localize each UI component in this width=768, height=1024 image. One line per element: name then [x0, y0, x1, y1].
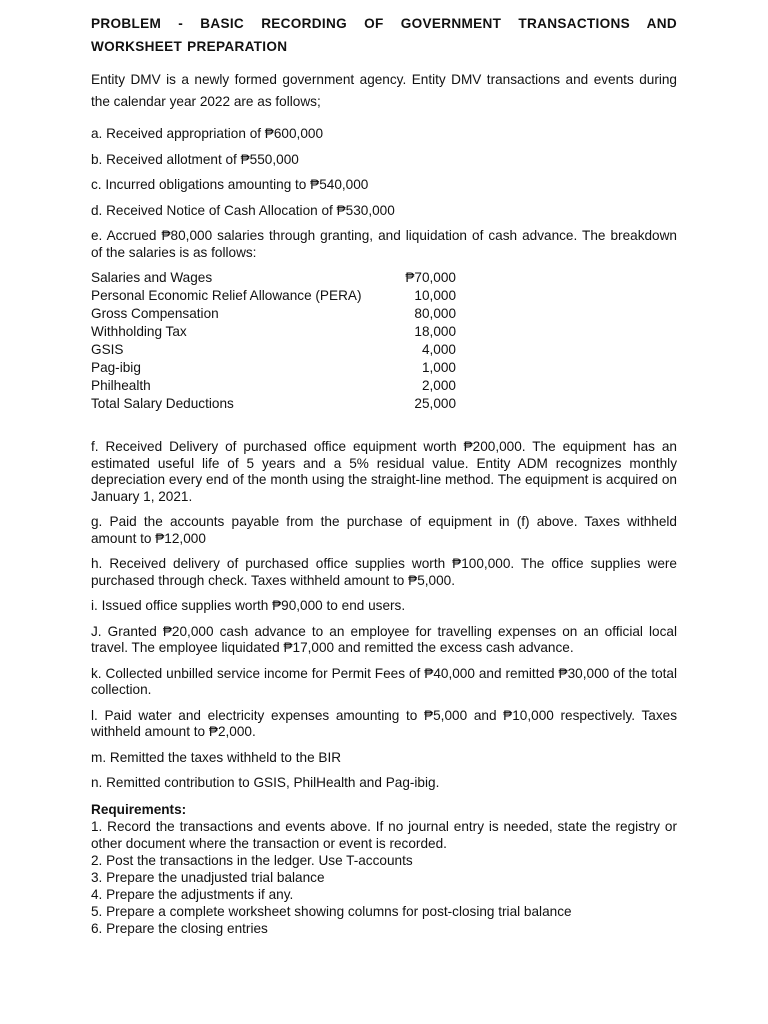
salary-label: Total Salary Deductions — [91, 396, 234, 411]
salary-breakdown-table — [91, 269, 456, 413]
table-row — [91, 341, 456, 359]
item-d: d. Received Notice of Cash Allocation of ₱530,000 — [91, 202, 395, 218]
salary-amount: 4,000 — [421, 342, 456, 357]
salary-label: GSIS — [91, 342, 124, 357]
salary-amount: 25,000 — [414, 396, 456, 411]
salary-label: Salaries and Wages — [91, 270, 213, 285]
item-n: n. Remitted contribution to GSIS, PhilHealth and Pag-ibig. — [91, 775, 440, 790]
item-g: g. Paid the accounts payable from the purchase of equipment in (f) above. Taxes withheld amount to ₱12,000 — [91, 514, 677, 546]
salary-amount: 1,000 — [421, 360, 456, 375]
requirement-item: 4. Prepare the adjustments if any. — [91, 886, 294, 902]
item-h: h. Received delivery of purchased office supplies worth ₱100,000. The office supplies were purchased through check. Taxes withheld amount to ₱5,000. — [91, 556, 677, 588]
item-f: f. Received Delivery of purchased office equipment worth ₱200,000. The equipment has an estimated useful life of 5 years and a 5% residual value. Entity ADM recognizes monthly depreciation every end of the month using the straight-line method. The equipment is acquired on January 1, 2021. — [91, 439, 677, 504]
salary-amount: 2,000 — [421, 378, 456, 393]
requirement-item: 6. Prepare the closing entries — [91, 920, 268, 936]
item-l: l. Paid water and electricity expenses amounting to ₱5,000 and ₱10,000 respectively. Taxes withheld amount to ₱2,000. — [91, 707, 677, 739]
item-a: a. Received appropriation of ₱600,000 — [91, 126, 324, 141]
requirement-item: 3. Prepare the unadjusted trial balance — [91, 869, 325, 885]
item-e: e. Accrued ₱80,000 salaries through granting, and liquidation of cash advance. The breakdown of the salaries is as follows: — [91, 228, 677, 260]
salary-label: Pag-ibig — [91, 360, 141, 375]
item-k: k. Collected unbilled service income for Permit Fees of ₱40,000 and remitted ₱30,000 of the total collection. — [91, 665, 677, 697]
salary-label: Gross Compensation — [91, 306, 219, 321]
table-row — [91, 323, 456, 341]
item-j: J. Granted ₱20,000 cash advance to an employee for travelling expenses on an official local travel. The employee liquidated ₱17,000 and remitted the excess cash advance. — [91, 623, 677, 655]
salary-label: Philhealth — [91, 378, 151, 393]
item-i: i. Issued office supplies worth ₱90,000 to end users. — [91, 598, 406, 613]
table-row — [91, 269, 456, 287]
item-c: c. Incurred obligations amounting to ₱540,000 — [91, 177, 369, 192]
title-line-2: WORKSHEET PREPARATION — [91, 39, 288, 54]
requirement-item: 1. Record the transactions and events above. If no journal entry is needed, state the registry or other document where the transaction or event is recorded. — [91, 818, 677, 851]
table-row — [91, 359, 456, 377]
title-line-1: PROBLEM - BASIC RECORDING OF GOVERNMENT TRANSACTIONS AND — [91, 16, 677, 31]
salary-amount: 10,000 — [414, 288, 456, 303]
item-b: b. Received allotment of ₱550,000 — [91, 151, 299, 167]
table-row — [91, 377, 456, 395]
page-title — [91, 12, 677, 58]
requirements-heading: Requirements: — [91, 801, 187, 817]
salary-amount: 80,000 — [414, 306, 456, 321]
table-row — [91, 305, 456, 323]
table-row — [91, 395, 456, 413]
intro-paragraph: Entity DMV is a newly formed government agency. Entity DMV transactions and events during the calendar year 2022 are as follows; — [91, 72, 677, 109]
requirement-item: 2. Post the transactions in the ledger. Use T-accounts — [91, 852, 413, 868]
salary-amount: 18,000 — [414, 324, 456, 339]
item-m: m. Remitted the taxes withheld to the BIR — [91, 749, 342, 765]
salary-amount: ₱70,000 — [405, 270, 456, 285]
salary-label: Withholding Tax — [91, 324, 187, 339]
table-row — [91, 287, 456, 305]
requirement-item: 5. Prepare a complete worksheet showing columns for post-closing trial balance — [91, 903, 572, 919]
salary-label: Personal Economic Relief Allowance (PERA) — [91, 288, 362, 303]
